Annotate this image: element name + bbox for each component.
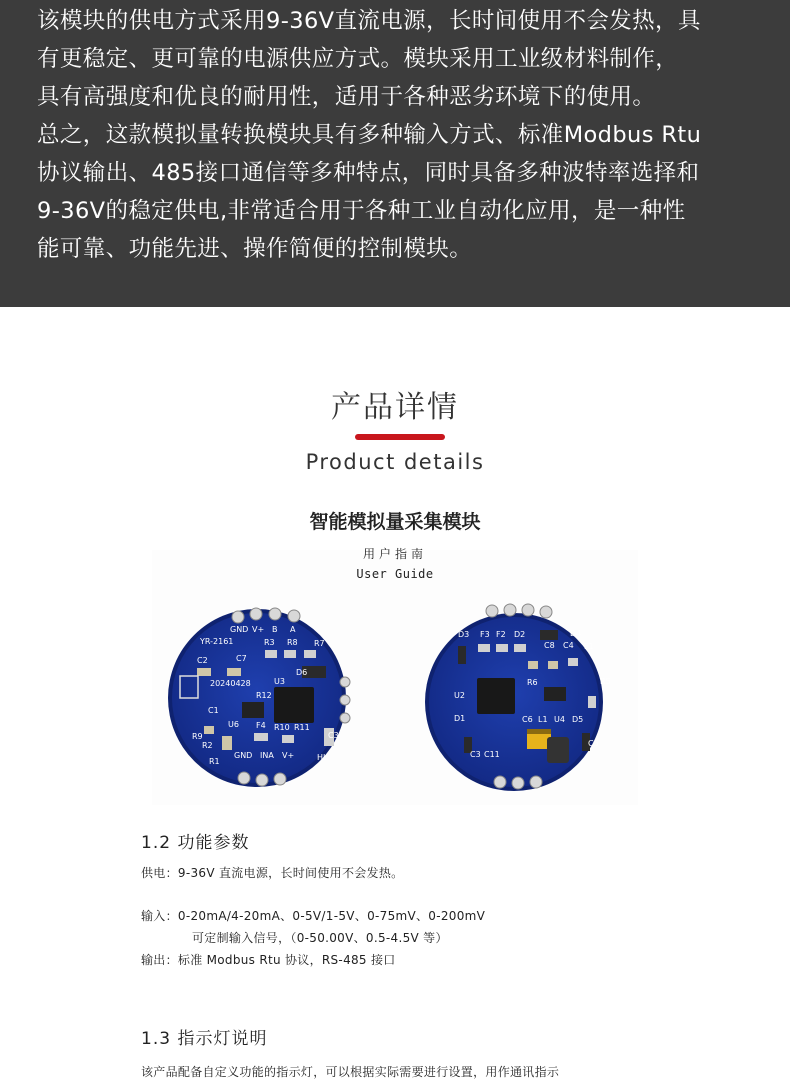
svg-text:GND: GND: [234, 751, 253, 760]
board-photo: [152, 550, 638, 805]
svg-text:C3: C3: [470, 750, 481, 759]
power-spec: 供电：9-36V 直流电源，长时间使用不会发热。: [141, 866, 404, 880]
svg-text:B: B: [272, 625, 278, 634]
svg-text:R6: R6: [527, 678, 538, 687]
svg-text:R3: R3: [264, 638, 275, 647]
heading-indicator: 1.3 指示灯说明: [141, 1029, 268, 1049]
svg-text:R7: R7: [314, 639, 325, 648]
right-board: [425, 604, 611, 791]
svg-text:V+: V+: [252, 625, 265, 634]
document-title: 智能模拟量采集模块: [309, 511, 481, 533]
svg-text:C1: C1: [208, 706, 219, 715]
intro-line: 能可靠、功能先进、操作简便的控制模块。: [37, 236, 473, 262]
svg-text:C7: C7: [236, 654, 247, 663]
left-board: [168, 608, 350, 787]
svg-text:A: A: [290, 625, 296, 634]
svg-text:HL: HL: [317, 753, 328, 762]
intro-text: [37, 2, 767, 268]
svg-text:C8: C8: [544, 641, 555, 650]
svg-text:20240428: 20240428: [210, 679, 251, 688]
section-title: 产品详情: [331, 390, 459, 425]
svg-text:R8: R8: [287, 638, 298, 647]
section-subtitle: Product details: [305, 450, 485, 474]
svg-text:C5: C5: [588, 739, 599, 748]
svg-text:R12: R12: [256, 691, 272, 700]
svg-text:D6: D6: [296, 668, 308, 677]
svg-text:YR-2161: YR-2161: [200, 637, 234, 646]
svg-text:L1: L1: [538, 715, 548, 724]
svg-text:D2: D2: [514, 630, 526, 639]
output-spec: 输出：标准 Modbus Rtu 协议，RS-485 接口: [141, 953, 396, 967]
svg-text:F1: F1: [584, 642, 594, 651]
svg-text:GND: GND: [230, 625, 249, 634]
svg-text:R1: R1: [209, 757, 220, 766]
svg-text:R9: R9: [192, 732, 203, 741]
heading-function-params: 1.2 功能参数: [141, 833, 250, 853]
intro-line: 该模块的供电方式采用9-36V直流电源，长时间使用不会发热，具: [37, 8, 701, 34]
intro-line: 9-36V的稳定供电,非常适合用于各种工业自动化应用，是一种性: [37, 198, 686, 224]
svg-text:V+: V+: [282, 751, 295, 760]
svg-text:U2: U2: [454, 691, 465, 700]
section-header: [0, 388, 790, 428]
intro-banner: [0, 0, 790, 307]
svg-text:R10: R10: [274, 723, 290, 732]
user-guide-document: [132, 495, 658, 1082]
svg-text:C2: C2: [197, 656, 208, 665]
svg-text:C3: C3: [328, 731, 339, 740]
svg-text:INA: INA: [260, 751, 274, 760]
svg-text:D1: D1: [454, 714, 466, 723]
input-spec: 输入：0-20mA/4-20mA、0-5V/1-5V、0-75mV、0-200mV: [141, 909, 486, 923]
intro-line: 总之，这款模拟量转换模块具有多种输入方式、标准Modbus Rtu: [37, 122, 702, 148]
document-subtitle-en: User Guide: [356, 567, 434, 581]
svg-text:R11: R11: [294, 723, 310, 732]
svg-text:F2: F2: [496, 630, 506, 639]
title-underline: [355, 434, 445, 440]
svg-text:C6: C6: [522, 715, 533, 724]
svg-text:U4: U4: [554, 715, 565, 724]
svg-text:F4: F4: [256, 721, 266, 730]
svg-text:C11: C11: [484, 750, 500, 759]
input-custom-spec: 可定制输入信号，（0-50.00V、0.5-4.5V 等）: [192, 931, 448, 945]
document-subtitle-cn: 用户指南: [362, 547, 427, 561]
svg-text:D4: D4: [570, 629, 582, 638]
svg-text:R5: R5: [600, 677, 611, 686]
intro-line: 协议输出、485接口通信等多种特点，同时具备多种波特率选择和: [37, 160, 700, 186]
intro-line: 有更稳定、更可靠的电源供应方式。模块采用工业级材料制作，: [37, 46, 679, 72]
intro-line: 具有高强度和优良的耐用性，适用于各种恶劣环境下的使用。: [37, 84, 656, 110]
svg-text:U3: U3: [274, 677, 285, 686]
svg-text:U6: U6: [228, 720, 239, 729]
pcb-image: [152, 550, 638, 805]
svg-text:R2: R2: [202, 741, 213, 750]
svg-text:F3: F3: [480, 630, 490, 639]
svg-text:D3: D3: [458, 630, 470, 639]
svg-text:D5: D5: [572, 715, 584, 724]
svg-text:C4: C4: [563, 641, 574, 650]
indicator-text: 该产品配备自定义功能的指示灯，可以根据实际需要进行设置，用作通讯指示: [141, 1065, 560, 1079]
